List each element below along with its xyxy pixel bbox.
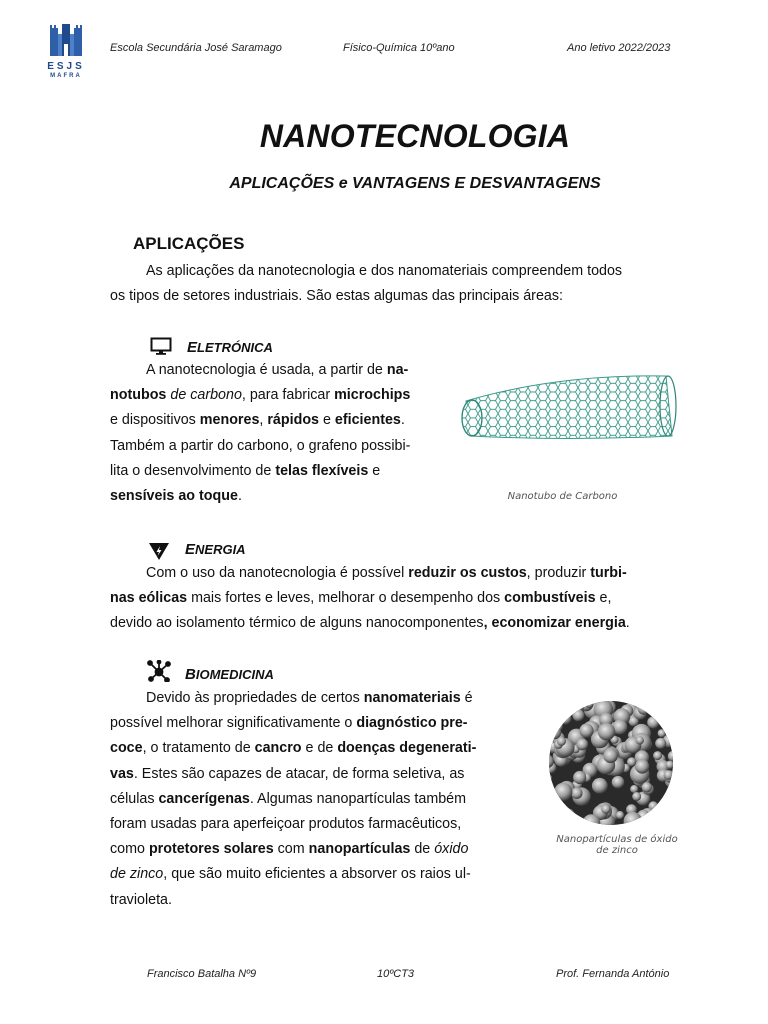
nanoparticle-blob — [655, 738, 666, 749]
biomedicina-line: coce, o tratamento de cancro e de doenças degenerati- — [110, 740, 477, 757]
castle-icon — [46, 22, 86, 56]
nanoparticles-caption-line: de zinco — [596, 845, 638, 856]
nanoparticle-blob — [616, 811, 624, 819]
eletronica-line: sensíveis ao toque. — [110, 488, 242, 505]
nanoparticle-blob — [612, 776, 625, 789]
biomedicina-line: travioleta. — [110, 891, 172, 908]
nanoparticle-blob — [551, 714, 565, 728]
nanoparticle-blob — [572, 709, 584, 721]
nanoparticle-blob — [547, 793, 556, 806]
nanoparticle-blob — [553, 722, 563, 732]
biomedicina-line: de zinco, que são muito eficientes a absorver os raios ul- — [110, 866, 471, 883]
nanoparticle-blob — [579, 724, 593, 738]
eletronica-line: e dispositivos menores, rápidos e eficientes. — [110, 412, 405, 429]
nanoparticle-blob — [559, 700, 577, 709]
nanoparticle-blob — [554, 805, 570, 821]
molecule-icon — [147, 660, 171, 682]
nanoparticle-blob — [592, 778, 608, 794]
nanoparticle-blob — [576, 739, 588, 751]
header-subject: Físico-Química 10ºano — [343, 42, 455, 54]
nanoparticle-blob — [601, 805, 610, 814]
nanoparticle-blob — [638, 702, 651, 715]
nanoparticle-blob — [647, 716, 659, 728]
nanotube-caption: Nanotubo de Carbono — [507, 491, 618, 502]
nanoparticle-blob — [656, 707, 669, 720]
nanoparticle-blob — [664, 770, 674, 780]
nanoparticle-blob — [658, 729, 666, 737]
biomedicina-text — [110, 686, 510, 913]
energia-text — [110, 561, 670, 637]
nanoparticle-blob — [662, 795, 675, 808]
biomedicina-line: como protetores solares com nanopartículas de óxido — [110, 841, 469, 858]
carbon-nanotube-image — [458, 366, 683, 466]
nanoparticle-blob — [627, 757, 636, 766]
eletronica-line: notubos de carbono, para fabricar microchips — [110, 387, 411, 404]
eletronica-line: Também a partir do carbono, o grafeno possibi- — [110, 437, 411, 454]
monitor-icon — [150, 337, 172, 355]
school-logo — [46, 22, 86, 78]
biomedicina-line: Devido às propriedades de certos nanomateriais é — [146, 690, 473, 706]
nanoparticle-blob — [559, 713, 571, 725]
logo-text: ESJS — [47, 61, 85, 72]
energy-warning-icon — [148, 541, 170, 561]
header-year: Ano letivo 2022/2023 — [567, 42, 671, 54]
heading-eletronica: ELETRÓNICA — [187, 339, 273, 356]
nanoparticles-caption-line: Nanopartículas de óxido — [556, 834, 678, 845]
energia-line: devido ao isolamento térmico de alguns nanocomponentes, economizar energia. — [110, 615, 630, 632]
nanoparticle-blob — [653, 751, 662, 760]
nanoparticle-blob — [636, 736, 644, 744]
nanoparticle-blob — [550, 700, 564, 710]
nanoparticle-blob — [571, 787, 583, 799]
nanoparticle-blob — [603, 749, 618, 764]
intro-line-1: As aplicações da nanotecnologia e dos nanomateriais compreendem todos — [146, 263, 623, 279]
logo-subtext: MAFRA — [50, 73, 82, 79]
footer-class: 10ºCT3 — [377, 968, 415, 980]
nanoparticle-blob — [560, 808, 575, 823]
nanoparticle-blob — [666, 761, 674, 769]
energia-line: nas eólicas mais fortes e leves, melhorar o desempenho dos combustíveis e, — [110, 590, 612, 607]
nanoparticle-blob — [557, 737, 566, 746]
section-heading: APLICAÇÕES — [133, 234, 245, 253]
nanoparticle-blob — [654, 813, 667, 826]
biomedicina-line: células cancerígenas. Algumas nanopartículas também — [110, 790, 467, 807]
heading-energia: ENERGIA — [185, 541, 246, 558]
nanoparticle-blob — [573, 771, 586, 784]
intro-line-2: os tipos de setores industriais. São estas algumas das principais áreas: — [110, 288, 563, 304]
page-subtitle: APLICAÇÕES e VANTAGENS E DESVANTAGENS — [229, 175, 601, 192]
nanoparticle-blob — [552, 811, 563, 822]
eletronica-line: A nanotecnologia é usada, a partir de na- — [146, 362, 409, 378]
footer-student: Francisco Batalha Nº9 — [147, 968, 257, 980]
nanoparticle-blob — [554, 783, 572, 801]
biomedicina-line: vas. Estes são capazes de atacar, de forma seletiva, as — [110, 765, 465, 782]
energia-line: Com o uso da nanotecnologia é possível reduzir os custos, produzir turbi- — [146, 565, 627, 581]
nanoparticle-blob — [553, 704, 563, 714]
nanoparticles-caption — [547, 834, 687, 856]
heading-biomedicina: BIOMEDICINA — [185, 666, 274, 683]
nanoparticle-blob — [642, 782, 652, 792]
nanoparticle-blob — [630, 785, 638, 793]
biomedicina-line: foram usadas para aperfeiçoar produtos farmacêuticos, — [110, 816, 462, 833]
nanoparticle-blob — [547, 809, 563, 827]
page-title: NANOTECNOLOGIA — [259, 118, 571, 154]
zinc-oxide-nanoparticles-image — [547, 700, 675, 826]
header-school: Escola Secundária José Saramago — [110, 42, 282, 54]
eletronica-text — [110, 358, 435, 509]
nanoparticle-blob — [662, 808, 675, 826]
footer-teacher: Prof. Fernanda António — [556, 968, 670, 980]
eletronica-line: lita o desenvolvimento de telas flexíveis e — [110, 462, 381, 479]
biomedicina-line: possível melhorar significativamente o diagnóstico pre- — [110, 715, 468, 732]
nanoparticle-blob — [547, 789, 555, 802]
nanoparticle-blob — [666, 798, 675, 815]
nanoparticle-blob — [550, 803, 565, 818]
nanoparticle-blob — [598, 723, 615, 740]
nanoparticle-blob — [632, 792, 641, 801]
nanoparticle-blob — [635, 759, 649, 773]
